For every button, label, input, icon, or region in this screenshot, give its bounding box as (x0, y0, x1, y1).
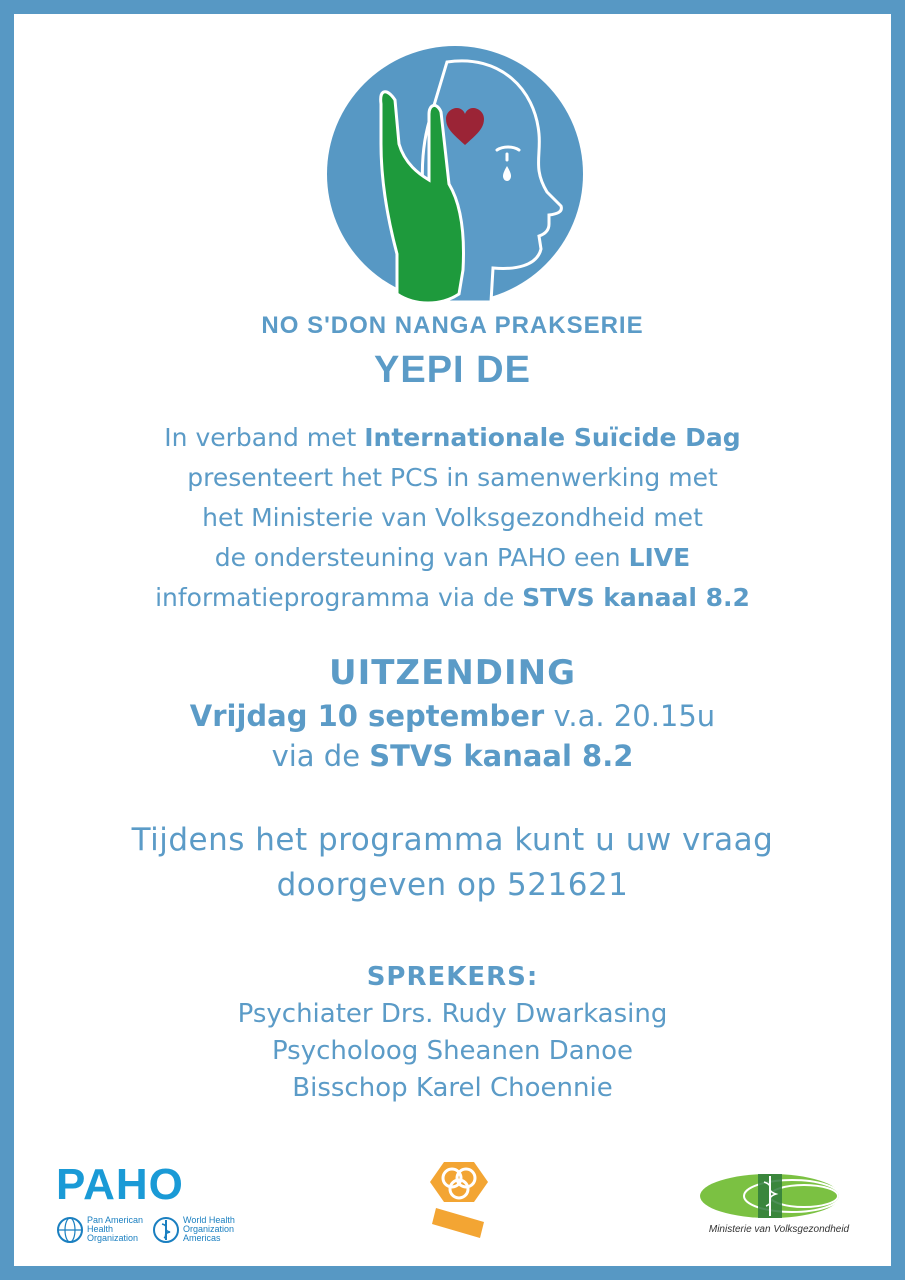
channel-label: STVS kanaal 8.2 (522, 583, 750, 612)
who-emblem-icon (152, 1216, 180, 1244)
poster (14, 14, 891, 1266)
hand-head-icon (325, 44, 585, 304)
intro-line-2: presenteert het PCS in samenwerking met (187, 463, 718, 492)
speakers-list (14, 996, 891, 1107)
campaign-title: YEPI DE (374, 349, 531, 391)
paho-logo (56, 1160, 246, 1250)
paho-wordmark: PAHO (56, 1160, 184, 1209)
broadcast-channel-line (14, 736, 891, 776)
intro-paragraph (14, 418, 891, 618)
question-text (14, 818, 891, 908)
who-region: Americas (183, 1233, 221, 1243)
who-text-line: Organization (183, 1224, 235, 1234)
broadcast-channel: STVS kanaal 8.2 (369, 739, 634, 773)
broadcast-details (14, 696, 891, 776)
question-line-2: doorgeven op 521621 (276, 867, 629, 903)
paho-text-line: Organization (87, 1233, 139, 1243)
intro-line-4-text: de ondersteuning van PAHO een (214, 543, 629, 572)
speakers-heading: SPREKERS: (366, 962, 539, 992)
question-line-1: Tijdens het programma kunt u uw vraag (131, 822, 774, 858)
who-text-line: World Health (183, 1215, 235, 1225)
globe-icon (56, 1216, 84, 1244)
campaign-subtitle: NO S'DON NANGA PRAKSERIE (261, 312, 644, 339)
paho-text-line: Health (87, 1224, 114, 1234)
intro-line-1 (14, 418, 891, 458)
intro-line-1-text: In verband met (164, 423, 365, 452)
ministry-name: Ministerie van Volksgezondheid (708, 1224, 850, 1235)
intro-line-5 (14, 578, 891, 618)
live-label: LIVE (628, 543, 691, 572)
event-name: Internationale Suïcide Dag (364, 423, 741, 452)
heart-icon (444, 107, 486, 147)
caduceus-icon (700, 1172, 852, 1220)
broadcast-date-line (14, 696, 891, 736)
broadcast-via: via de (271, 739, 370, 773)
intro-line-4 (14, 538, 891, 578)
intro-line-3: het Ministerie van Volksgezondheid met (202, 503, 703, 532)
psych-knot-icon (414, 1160, 504, 1250)
speaker-item: Psycholoog Sheanen Danoe (271, 1036, 634, 1066)
broadcast-date: Vrijdag 10 september (189, 699, 545, 733)
paho-text-line: Pan American (87, 1215, 144, 1225)
speaker-item: Psychiater Drs. Rudy Dwarkasing (237, 999, 668, 1029)
speaker-item: Bisschop Karel Choennie (292, 1073, 613, 1103)
broadcast-time: v.a. 20.15u (544, 699, 716, 733)
broadcast-heading: UITZENDING (328, 653, 577, 693)
tear-icon (495, 144, 523, 182)
intro-line-5-text: informatieprogramma via de (155, 583, 523, 612)
